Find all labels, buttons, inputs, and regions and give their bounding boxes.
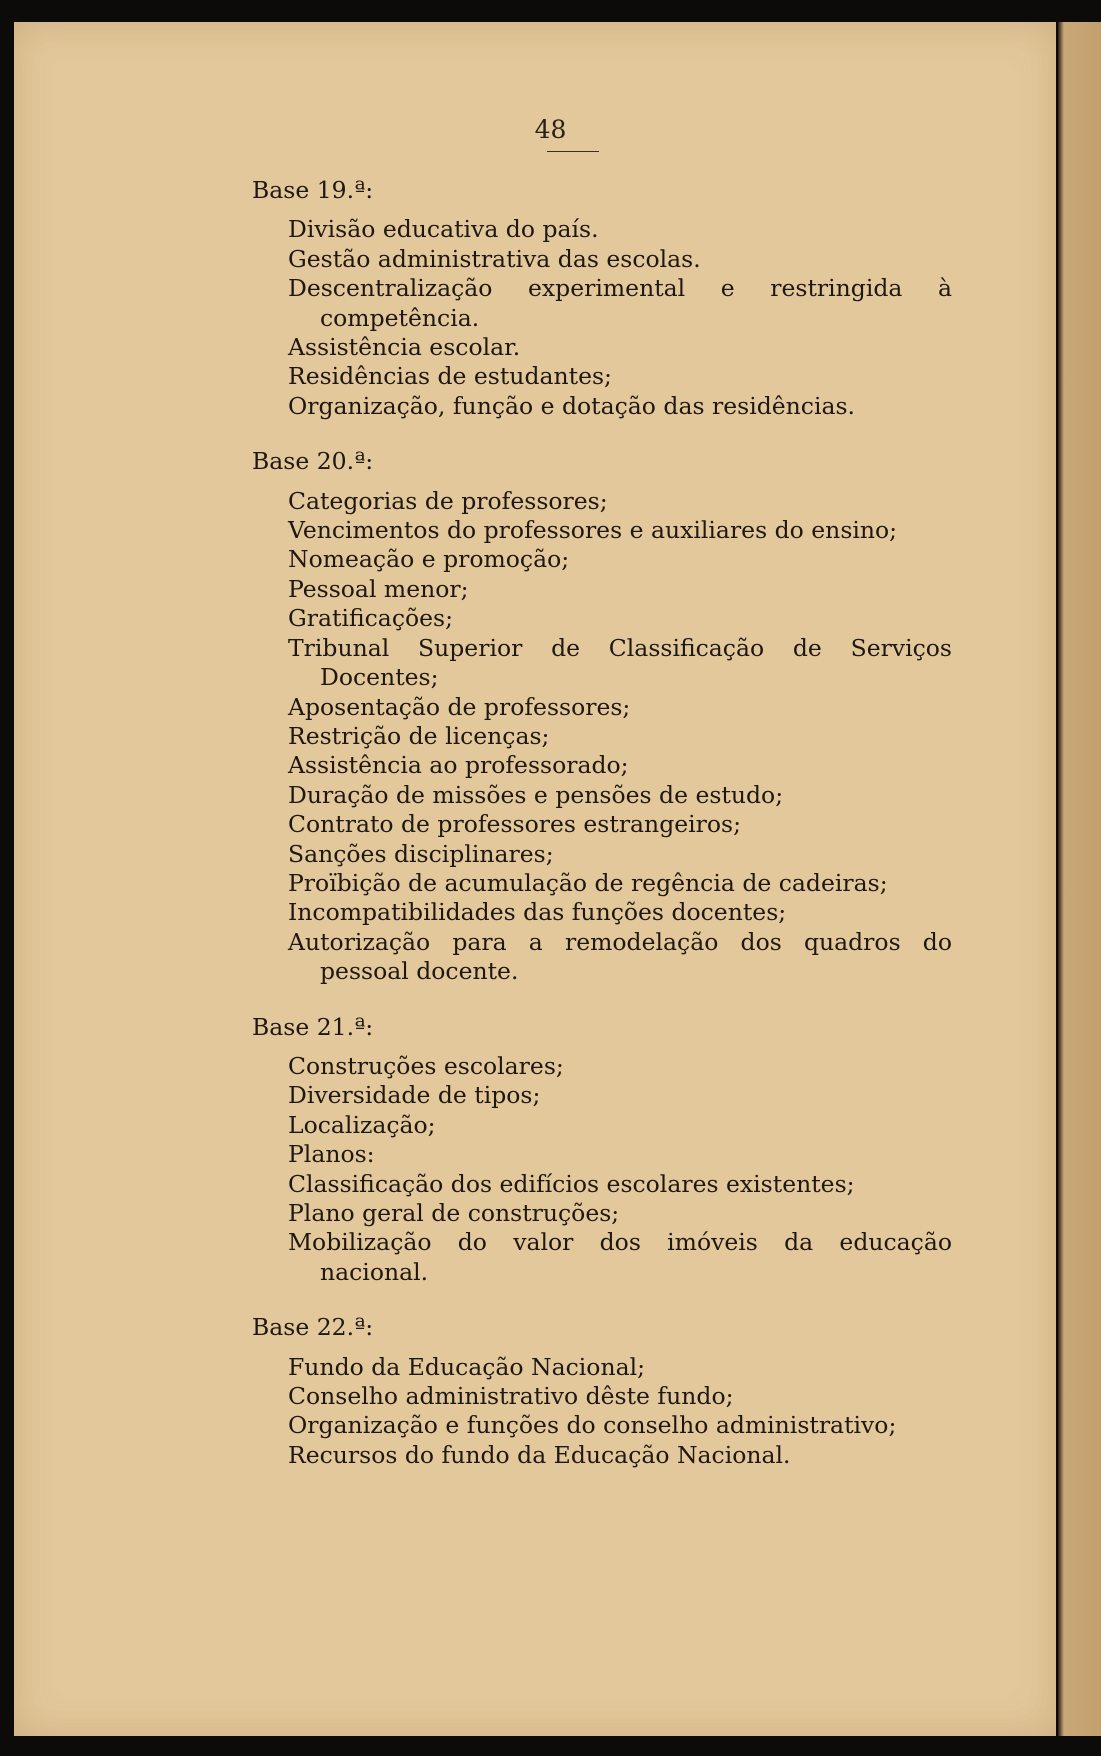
list-item: Classificação dos edifícios escolares existentes;: [288, 1169, 855, 1198]
list-item: Organização, função e dotação das residências.: [288, 391, 856, 420]
section-base-19: [252, 176, 952, 421]
item-list: [252, 487, 952, 987]
list-item: Tribunal Superior de Classificação de Serviços Docentes;: [288, 633, 952, 692]
list-item: Divisão educativa do país.: [288, 215, 599, 244]
section-heading: Base 20.ª:: [252, 447, 374, 476]
page-number: 48: [534, 115, 567, 144]
list-item: Gestão administrativa das escolas.: [288, 244, 701, 273]
list-item: Aposentação de professores;: [288, 692, 631, 721]
document-body: [252, 176, 952, 1496]
section-base-20: [252, 447, 952, 986]
section-base-22: [252, 1313, 952, 1470]
list-item: Proïbição de acumulação de regência de cadeiras;: [288, 868, 888, 897]
list-item: Diversidade de tipos;: [288, 1081, 541, 1110]
list-item: Nomeação e promoção;: [288, 545, 570, 574]
list-item: Restrição de licenças;: [288, 721, 550, 750]
list-item: Localização;: [288, 1110, 436, 1139]
item-list: [252, 215, 952, 421]
list-item: Vencimentos do professores e auxiliares do ensino;: [288, 516, 898, 545]
item-list: [252, 1052, 952, 1287]
list-item: Assistência ao professorado;: [288, 751, 629, 780]
list-item: Incompatibilidades das funções docentes;: [288, 898, 787, 927]
list-item: Fundo da Educação Nacional;: [288, 1352, 646, 1381]
list-item: Organização e funções do conselho administrativo;: [288, 1411, 897, 1440]
list-item: Gratificações;: [288, 604, 454, 633]
item-list: [252, 1353, 952, 1471]
list-item: Categorias de professores;: [288, 486, 608, 515]
list-item: Sanções disciplinares;: [288, 839, 554, 868]
section-heading: Base 21.ª:: [252, 1012, 374, 1041]
list-item: Contrato de professores estrangeiros;: [288, 810, 742, 839]
list-item: Autorização para a remodelação dos quadros do pessoal docente.: [288, 927, 952, 986]
section-base-21: [252, 1013, 952, 1288]
facing-page-edge: [1058, 22, 1101, 1736]
list-item: Residências de estudantes;: [288, 362, 612, 391]
list-item: Assistência escolar.: [288, 333, 521, 362]
list-item: Descentralização experimental e restringida à competência.: [288, 274, 952, 332]
list-item: Recursos do fundo da Educação Nacional.: [288, 1440, 791, 1469]
list-item: Mobilização do valor dos imóveis da educação nacional.: [288, 1228, 952, 1286]
list-item: Planos:: [288, 1140, 375, 1169]
list-item: Conselho administrativo dêste fundo;: [288, 1382, 734, 1411]
section-heading: Base 22.ª:: [252, 1313, 374, 1342]
page-number-rule: [547, 151, 599, 152]
list-item: Plano geral de construções;: [288, 1199, 620, 1227]
section-heading: Base 19.ª:: [252, 176, 374, 204]
list-item: Pessoal menor;: [288, 574, 469, 603]
list-item: Duração de missões e pensões de estudo;: [288, 780, 784, 809]
list-item: Construções escolares;: [288, 1051, 564, 1080]
